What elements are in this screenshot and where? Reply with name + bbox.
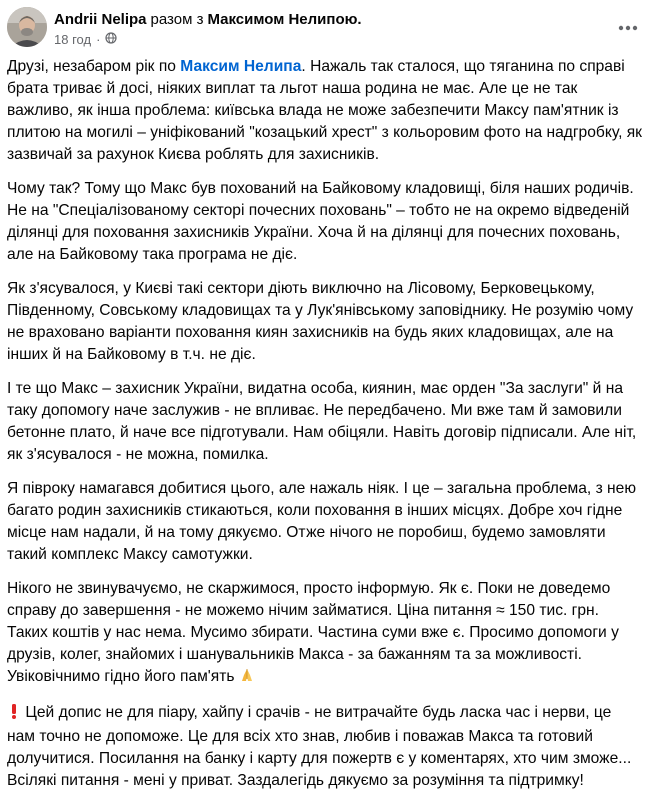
paragraph-4: І те що Макс – захисник України, видатна особа, киянин, має орден "За заслуги" й на таку допомогу наче заслужив - не впливає. Не передбачено. Ми вже там й замовили бетонне плато, й наче все підготували. Нам обіцяли. Навіть договір підписали. Але ніт, як з'ясувалося - не можна, помилка. xyxy=(7,380,637,463)
paragraph-6-text: Нікого не звинувачуємо, не скаржимося, просто інформую. Як є. Поки не доведемо справу до завершення - не можемо нічим займатися. Ціна питання ≈ 150 тис. грн. Таких коштів у нас нема. Мусимо збирати. Частина суми вже є. Просимо допомоги у друзів, колег, знайомих і шанувальників Макса - за бажанням та за можливості. Увіковічнимо гідно його пам'ять xyxy=(7,580,619,685)
paragraph-3: Як з'ясувалося, у Києві такі сектори діють виключно на Лісовому, Берковецькому, Південному, Совському кладовищах та у Лук'янівському заповіднику. Не розумію чому не враховано варіанти поховання киян захисників на будь яких кладовищах, але на інших й на Байковому в т.ч. не діє. xyxy=(7,280,634,363)
paragraph-5: Я півроку намагався добитися цього, але нажаль ніяк. І це – загальна проблема, з нею багато родин захисників стикаються, коли поховання в інших місцях. Добре хоч гідне місце нам надали, й на тому дякуємо. Отже нічого не поробиш, будемо замовляти такий комплекс Максу самотужки. xyxy=(7,480,637,563)
post-time[interactable]: 18 год xyxy=(54,32,92,47)
paragraph-1-end: . Нажаль так сталося, що тяганина по справі брата триває й досі, ніяких виплат та льгот наша родина не має. Але це не так важливо, як інша проблема: київська влада не може забезпечити Максу пам'ятник із плитою на могилі – уніфікований "козацький хрест" з кольоровим фото на надгробку, як зазвичай за рахунок Києва роблять для захисників. xyxy=(7,58,643,163)
post-header xyxy=(0,0,655,56)
avatar-photo xyxy=(7,7,47,47)
tagged-person[interactable]: Максимом Нелипою. xyxy=(207,11,362,28)
author-line xyxy=(54,10,362,30)
paragraph-7-text: Цей допис не для піару, хайпу і срачів - не витрачайте будь ласка час і нерви, це нам точно не допоможе. Це для всіх хто знав, любив і поважав Макса та готовий долучитися. Посилання на банку і карту для пожертв є у коментарях, хто чим зможе... Всілякі питання - мені у приват. Заздалегідь дякуємо за розуміння та підтримку! xyxy=(7,704,632,789)
mention-link[interactable]: Максим Нелипа xyxy=(180,58,302,75)
exclamation-icon xyxy=(7,703,21,726)
paragraph-7 xyxy=(7,702,643,792)
meta-separator: · xyxy=(96,32,101,47)
folded-hands-icon xyxy=(239,667,255,690)
with-text: разом з xyxy=(150,11,204,28)
post-body xyxy=(7,56,643,804)
avatar[interactable] xyxy=(7,7,47,47)
paragraph-6 xyxy=(7,578,643,690)
paragraph-1 xyxy=(7,56,643,166)
paragraph-1-start: Друзі, незабаром рік по xyxy=(7,58,181,75)
post-meta xyxy=(54,31,117,48)
globe-icon[interactable] xyxy=(105,31,117,48)
paragraph-2: Чому так? Тому що Макс був похований на Байковому кладовищі, біля наших родичів. Не на "Спеціалізованому секторі почесних поховань" – тобто не на окремо відведеній ділянці для поховання захисників України. Хоча й на ділянці для почесних поховань, але на Байковому така програма не діє. xyxy=(7,180,634,263)
more-horizontal-icon xyxy=(618,18,638,36)
more-options-button[interactable] xyxy=(613,12,643,42)
author-name[interactable]: Andrii Nelipa xyxy=(54,11,147,28)
